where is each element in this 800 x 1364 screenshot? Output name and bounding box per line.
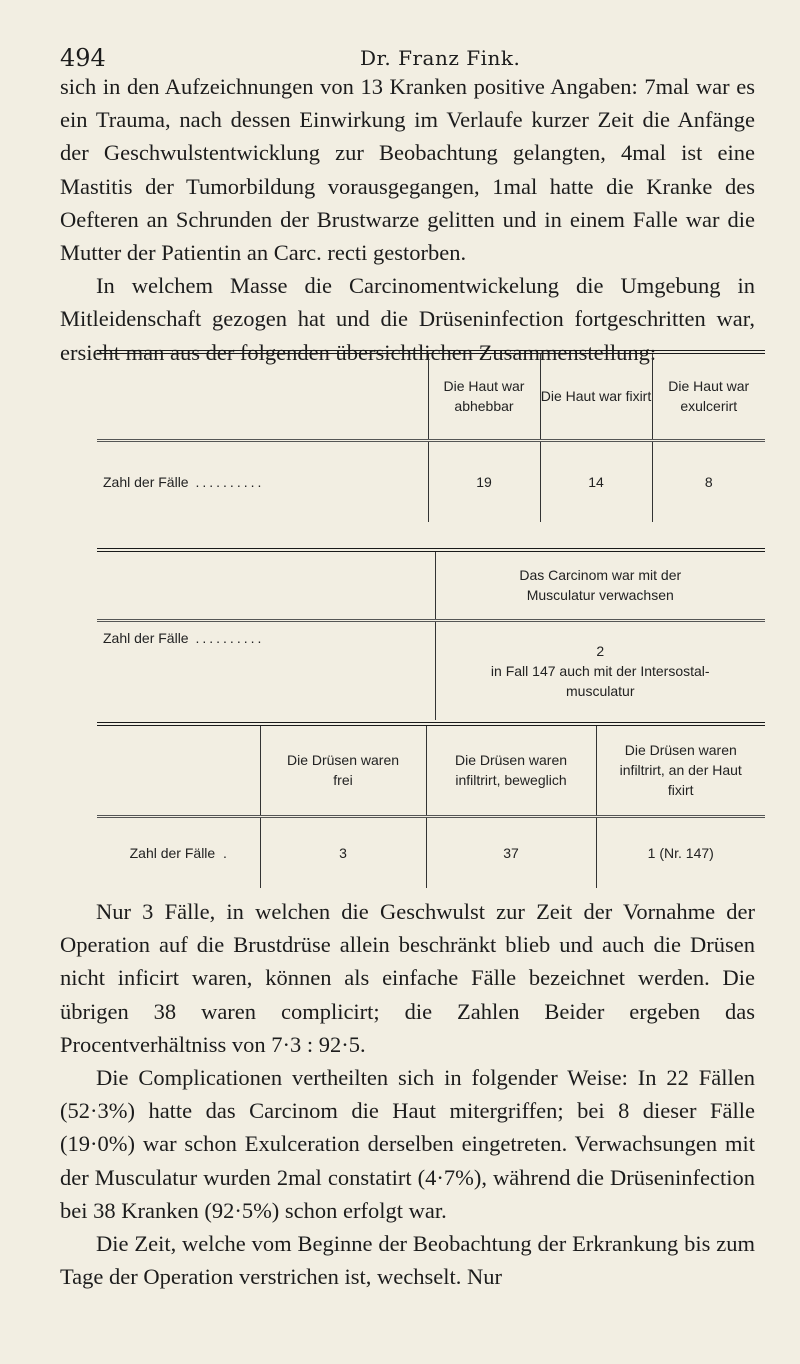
row-label: Zahl der Fälle .......... [103, 629, 265, 646]
table-corner-cell [97, 724, 260, 816]
discussion-text [60, 895, 755, 1293]
paragraph: Die Complicationen vertheilten sich in folgender Weise: In 22 Fällen (52·3%) hatte das Carcinom die Haut mitergriffen; bei 8 dieser Fälle (19·0%) war schon Exulceration derselben eingetreten. Verwachsungen mit der Musculatur wurden 2mal constatirt (4·7%), während die Drüseninfection bei 38 Kranken (92·5%) schon erfolgt war. [60, 1065, 755, 1223]
paragraph: sich in den Aufzeichnungen von 13 Kranken positive Angaben: 7mal war es ein Trauma, nach dessen Einwirkung im Verlaufe kurzer Zeit die Anfänge der Geschwulstentwicklung zur Beobachtung gelangten, 4mal ist eine Mastitis der Tumorbildung vorausgegangen, 1mal hatte die Kranke des Oefteren an Schrunden der Brustwarze gelitten und in einem Falle war die Mutter der Patientin an Carc. recti gestorben. [60, 74, 755, 266]
column-header: Die Drüsen waren infiltrirt, an der Haut fixirt [596, 724, 765, 816]
table-corner-cell [97, 550, 435, 620]
column-header: Die Haut war abhebbar [428, 352, 540, 440]
table-cell: 8 [652, 440, 765, 522]
column-header: Die Haut war fixirt [540, 352, 652, 440]
table-cell: 19 [428, 440, 540, 522]
column-header: Die Haut war exulcerirt [652, 352, 765, 440]
column-header: Die Drüsen waren infiltrirt, beweglich [426, 724, 596, 816]
table-corner-cell [97, 352, 428, 440]
cell-value: 2 [596, 642, 605, 659]
skin-involvement-table [97, 350, 765, 522]
row-label: Zahl der Fälle . [129, 844, 227, 861]
paragraph: Die Zeit, welche vom Beginne der Beobachtung der Erkrankung bis zum Tage der Operation verstrichen ist, wechselt. Nur [60, 1231, 755, 1290]
table-cell: 1 (Nr. 147) [596, 816, 765, 888]
table-cell: 14 [540, 440, 652, 522]
column-header: Das Carcinom war mit der Musculatur verwachsen [435, 550, 765, 620]
paragraph: Nur 3 Fälle, in welchen die Geschwulst zur Zeit der Vornahme der Operation auf die Brustdrüse allein beschränkt blieb und auch die Drüsen nicht inficirt waren, können als einfache Fälle bezeichnet werden. Die übrigen 38 waren complicirt; die Zahlen Beider ergeben das Procentverhältniss von 7·3 : 92·5. [60, 899, 755, 1057]
running-title: Dr. Franz Fink. [360, 46, 521, 70]
row-label: Zahl der Fälle .......... [103, 473, 265, 490]
table-cell: 3 [260, 816, 426, 888]
table-cell: 37 [426, 816, 596, 888]
page-number: 494 [60, 44, 106, 72]
cell-note: in Fall 147 auch mit der Intersostal-musculatur [490, 662, 710, 699]
musculature-table [97, 548, 765, 720]
table-cell [435, 620, 765, 720]
column-header: Die Drüsen waren frei [260, 724, 426, 816]
paragraph: In welchem Masse die Carcinomentwickelung die Umgebung in Mitleidenschaft gezogen hat und die Drüseninfection fortgeschritten war, ersieht man aus der folgenden übersichtlichen Zusammenstellung: [60, 273, 755, 365]
gland-involvement-table [97, 722, 765, 888]
intro-text [60, 70, 755, 369]
